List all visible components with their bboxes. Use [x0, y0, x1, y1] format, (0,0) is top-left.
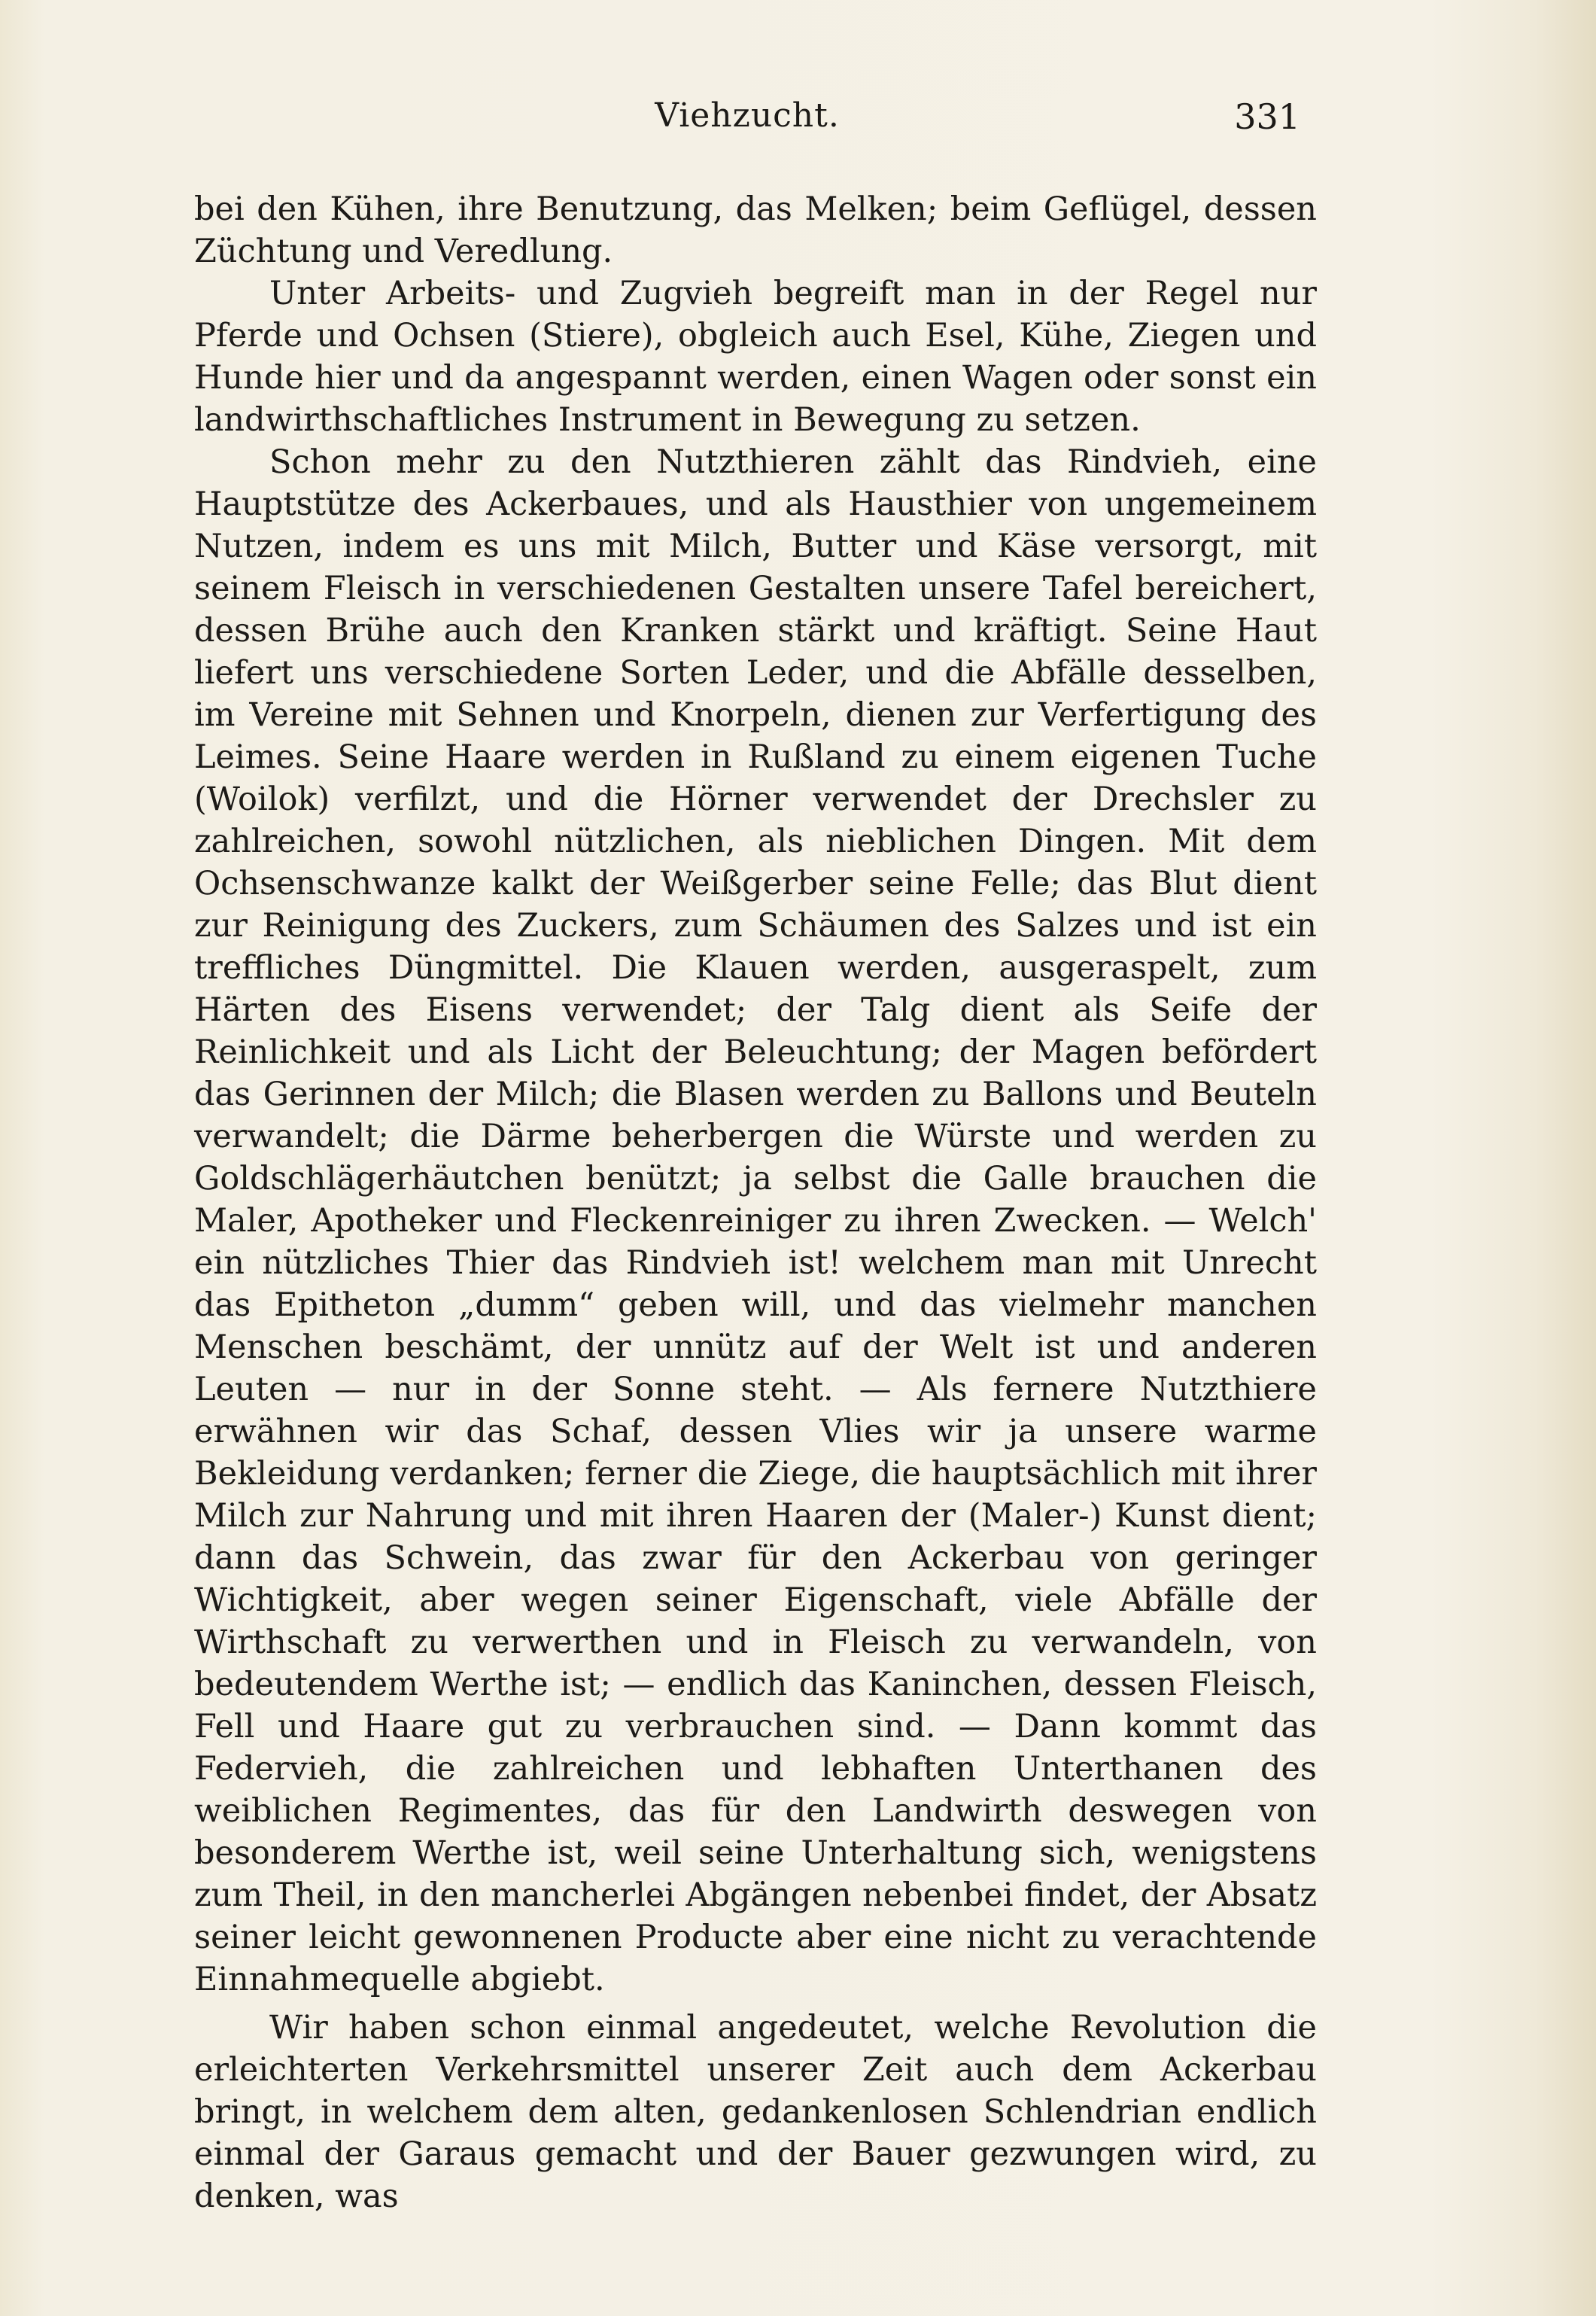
page-header [194, 96, 1300, 142]
body-text [194, 188, 1317, 2217]
running-head: Viehzucht. [655, 96, 840, 135]
paragraph-3: Schon mehr zu den Nutzthieren zählt das Rindvieh, eine Hauptstütze des Ackerbaues, und als Hausthier von ungemeinem Nutzen, indem es uns mit Milch, Butter und Käse versorgt, mit seinem Fleisch in verschiedenen Gestalten unsere Tafel bereichert, dessen Brühe auch den Kranken stärkt und kräftigt. Seine Haut liefert uns verschiedene Sorten Leder, und die Abfälle desselben, im Vereine mit Sehnen und Knorpeln, dienen zur Verfertigung des Leimes. Seine Haare werden in Rußland zu einem eigenen Tuche (Woilok) verfilzt, und die Hörner verwendet der Drechsler zu zahlreichen, sowohl nützlichen, als nieblichen Dingen. Mit dem Ochsenschwanze kalkt der Weißgerber seine Felle; das Blut dient zur Reinigung des Zuckers, zum Schäumen des Salzes und ist ein treffliches Düngmittel. Die Klauen werden, ausgeraspelt, zum Härten des Eisens verwendet; der Talg dient als Seife der Reinlichkeit und als Licht der Beleuchtung; der Magen befördert das Gerinnen der Milch; die Blasen werden zu Ballons und Beuteln verwandelt; die Därme beherbergen die Würste und werden zu Goldschlägerhäutchen benützt; ja selbst die Galle brauchen die Maler, Apotheker und Fleckenreiniger zu ihren Zwecken. — Welch' ein nützliches Thier das Rindvieh ist! welchem man mit Unrecht das Epitheton „dumm“ geben will, und das vielmehr manchen Menschen beschämt, der unnütz auf der Welt ist und anderen Leuten — nur in der Sonne steht. — Als fernere Nutzthiere erwähnen wir das Schaf, dessen Vlies wir ja unsere warme Bekleidung verdanken; ferner die Ziege, die hauptsächlich mit ihrer Milch zur Nahrung und mit ihren Haaren der (Maler-) Kunst dient; dann das Schwein, das zwar für den Ackerbau von geringer Wichtigkeit, aber wegen seiner Eigenschaft, viele Abfälle der Wirthschaft zu verwerthen und in Fleisch zu verwandeln, von bedeutendem Werthe ist; — endlich das Kaninchen, dessen Fleisch, Fell und Haare gut zu verbrauchen sind. — Dann kommt das Federvieh, die zahlreichen und lebhaften Unterthanen des weiblichen Regimentes, das für den Landwirth deswegen von besonderem Werthe ist, weil seine Unterhaltung sich, wenigstens zum Theil, in den mancherlei Abgängen nebenbei findet, der Absatz seiner leicht gewonnenen Producte aber eine nicht zu verachtende Einnahmequelle abgiebt. [194, 443, 1317, 1998]
page-number: 331 [1234, 96, 1300, 137]
paragraph-1: bei den Kühen, ihre Benutzung, das Melken; beim Geflügel, dessen Züchtung und Veredlung. [194, 190, 1317, 270]
paragraph-2: Unter Arbeits- und Zugvieh begreift man in der Regel nur Pferde und Ochsen (Stiere), obgleich auch Esel, Kühe, Ziegen und Hunde hier und da angespannt werden, einen Wagen oder sonst ein landwirthschaftliches Instrument in Bewegung zu setzen. [194, 275, 1317, 439]
paragraph-4: Wir haben schon einmal angedeutet, welche Revolution die erleichterten Verkehrsmittel unserer Zeit auch dem Ackerbau bringt, in welchem dem alten, gedankenlosen Schlendrian endlich einmal der Garaus gemacht und der Bauer gezwungen wird, zu denken, was [194, 2009, 1317, 2215]
